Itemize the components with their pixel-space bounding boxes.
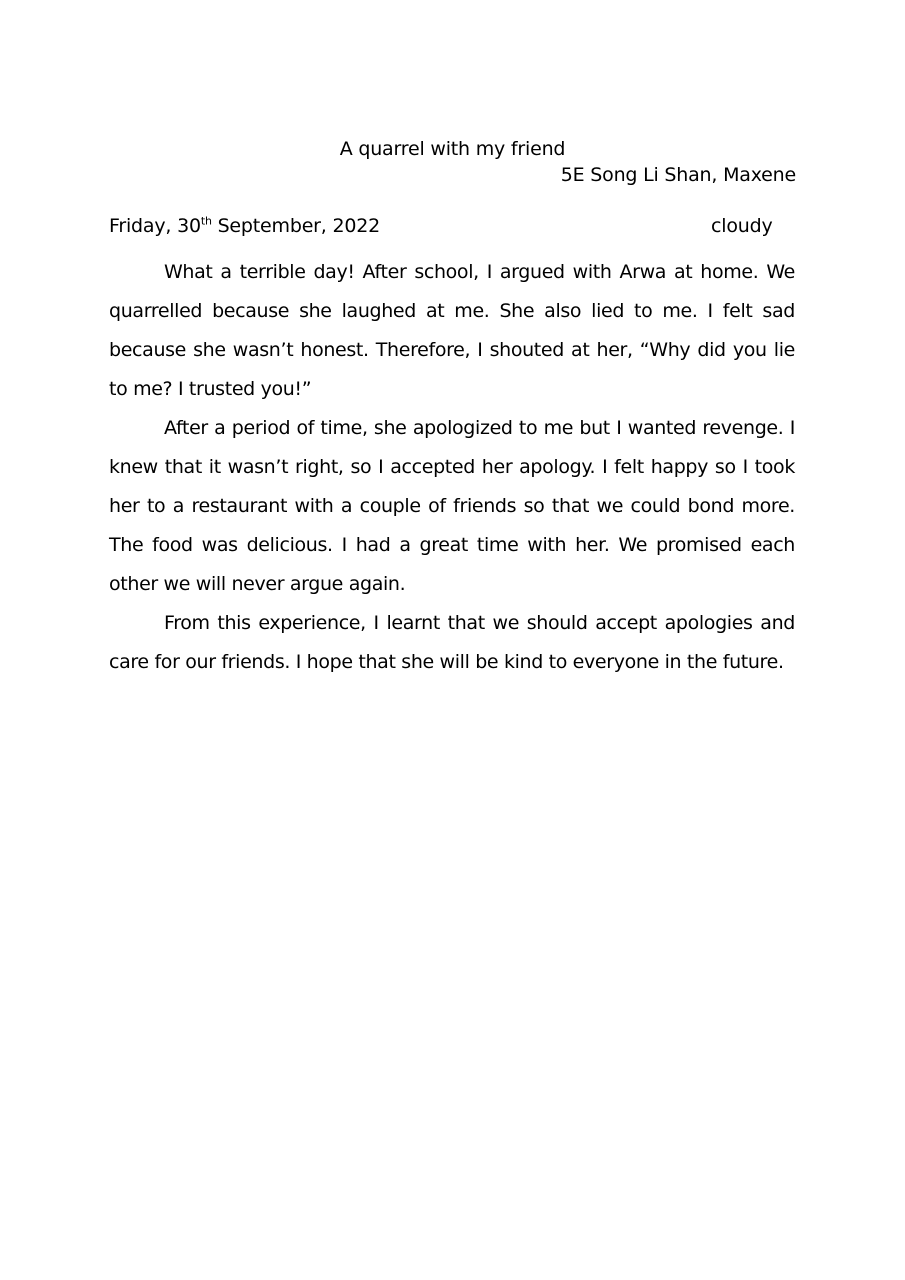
paragraph-2: After a period of time, she apologized to me but I wanted revenge. I knew that it wasn’t right, so I accepted her apology. I felt happy so I took her to a restaurant with a couple of friends so that we could bond more. The food was delicious. I had a great time with her. We promised each other we will never argue again.	[109, 417, 795, 595]
date-day: Friday, 30	[109, 215, 201, 237]
paragraph-1: What a terrible day! After school, I argued with Arwa at home. We quarrelled because she laughed at me. She also lied to me. I felt sad because she wasn’t honest. Therefore, I shouted at her, “Why did you lie to me? I trusted you!”	[109, 261, 795, 400]
author-line: 5E Song Li Shan, Maxene	[560, 164, 796, 186]
date-month-year: September, 2022	[211, 215, 381, 237]
date-line	[109, 213, 380, 239]
paragraph-3: From this experience, I learnt that we should accept apologies and care for our friends. I hope that she will be kind to everyone in the future.	[109, 612, 795, 673]
date-ordinal-suffix: th	[200, 214, 212, 228]
essay-title: A quarrel with my friend	[339, 138, 566, 160]
essay-body	[109, 253, 795, 682]
weather-label: cloudy	[711, 215, 773, 237]
